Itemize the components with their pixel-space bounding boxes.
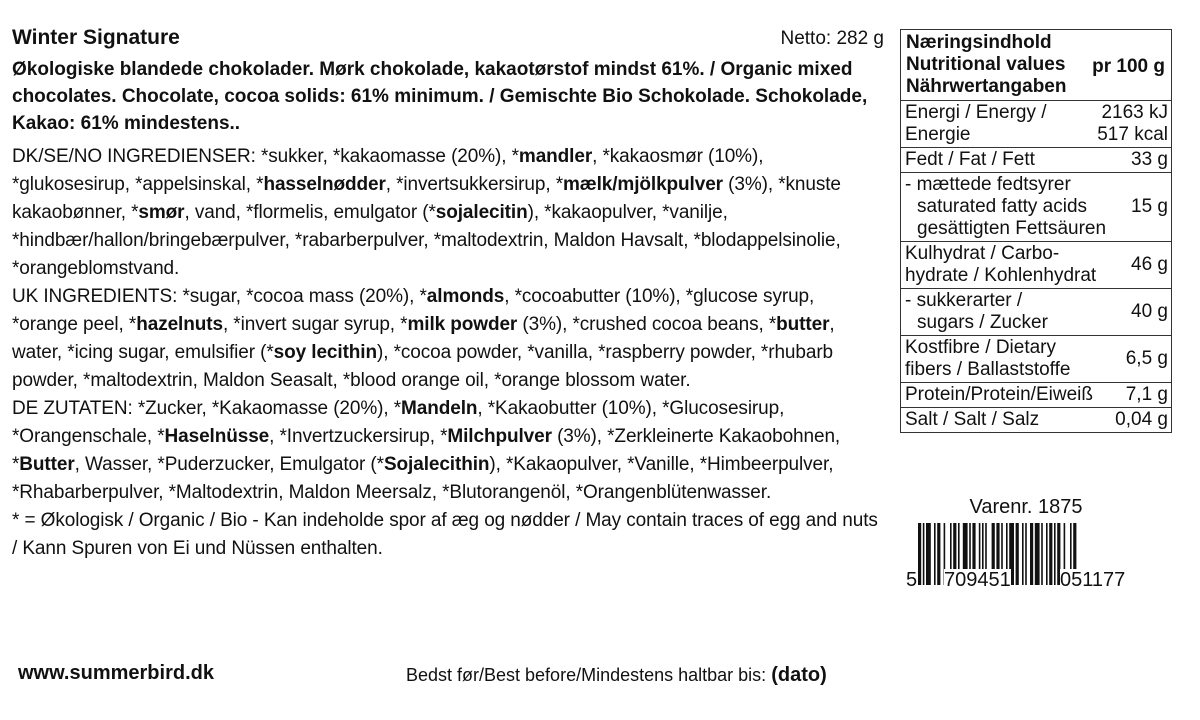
barcode-bar: [1030, 523, 1033, 585]
nutrition-row: [901, 289, 1171, 336]
nutrient-value: 6,5 g: [1125, 348, 1168, 369]
allergen-text: smør: [138, 202, 185, 223]
ingredients-block: [12, 143, 884, 563]
nutrient-name: Fedt / Fat / Fett: [905, 149, 1035, 170]
nutrient-name: Protein/Protein/Eiweiß: [905, 384, 1093, 405]
ingredient-text: , *cocoabutter (10%), *glucose syrup, *orange peel, *: [12, 286, 815, 335]
nutrition-row: [901, 336, 1171, 383]
allergen-text: Sojalecithin: [383, 454, 490, 475]
nutrient-name: Kostfibre / Dietary fibers / Ballaststoffe: [905, 337, 1071, 380]
barcode-bar: [926, 523, 931, 585]
nutrient-value: 15 g: [1131, 196, 1168, 217]
nutrient-value: 33 g: [1131, 149, 1168, 170]
allergen-text: Milchpulver: [447, 426, 552, 447]
allergen-text: Mandeln: [401, 398, 478, 419]
barcode-bar: [923, 523, 925, 585]
barcode-bar: [1016, 523, 1019, 585]
barcode-area: [900, 496, 1172, 591]
barcode-bar: [1054, 523, 1056, 585]
allergen-text: mælk/mjölkpulver: [563, 174, 723, 195]
ingredient-text: (3%), *crushed cocoa beans, *: [517, 314, 777, 335]
nutrition-row: [901, 408, 1171, 432]
nutrient-name: Salt / Salt / Salz: [905, 409, 1040, 430]
barcode-bar: [937, 523, 940, 585]
ingredient-text: ), *kakaopulver, *vanilje, *hindbær/hallon/bringebærpulver, *rabarberpulver, *maltodextrin, Maldon Havsalt, *blodappelsinolie, *orangeblomstvand.: [12, 202, 841, 279]
ingredient-text: UK INGREDIENTS: *sugar, *cocoa mass (20%), *: [12, 286, 427, 307]
nutrition-header: [901, 30, 1171, 101]
nutrition-heading-dk: Næringsindhold: [906, 32, 1052, 53]
allergen-text: almonds: [426, 286, 505, 307]
ingredient-text: (3%), *Zerkleinerte Kakaobohnen, *: [12, 426, 841, 475]
barcode-bar: [918, 523, 921, 585]
barcode-left-digits: 709451: [944, 569, 1011, 591]
ingredient-text: , *invertsukkersirup, *: [385, 174, 563, 195]
ingredient-text: , *Invertzuckersirup, *: [269, 426, 448, 447]
best-before-label: Bedst før/Best before/Mindestens haltbar bis:: [406, 665, 772, 685]
nutrition-rows: [901, 101, 1171, 432]
barcode-bar: [1046, 523, 1048, 585]
allergen-text: soy lecithin: [273, 342, 377, 363]
barcode-bar: [1035, 523, 1040, 585]
nutrient-name: - mættede fedtsyrer saturated fatty acids gesättigten Fettsäuren: [905, 174, 1107, 239]
product-title: Winter Signature: [12, 26, 180, 49]
allergen-note: * = Økologisk / Organic / Bio - Kan indeholde spor af æg og nødder / May contain traces of egg and nuts / Kann Spuren von Ei und Nüssen enthalten.: [12, 510, 878, 559]
product-label: [12, 24, 884, 563]
ingredient-text: ), *Kakaopulver, *Vanille, *Himbeerpulver, *Rhabarberpulver, *Maltodextrin, Maldon Meersalz, *Blutorangenöl, *Orangenblütenwasser.: [12, 454, 834, 503]
best-before-value: (dato): [771, 664, 827, 686]
product-description: Økologiske blandede chokolader. Mørk chokolade, kakaotørstof mindst 61%. / Organic mixed chocolates. Chocolate, cocoa solids: 61% minimum. / Gemischte Bio Schokolade. Schokolade, Kakao: 61% mindestens..: [12, 59, 868, 134]
nutrient-name: - sukkerarter / sugars / Zucker: [905, 290, 1048, 333]
net-weight: Netto: 282 g: [780, 28, 884, 49]
barcode-bar: [1049, 523, 1052, 585]
ingredients-de: [12, 395, 884, 507]
nutrient-name: Kulhydrat / Carbo- hydrate / Kohlenhydrat: [905, 243, 1097, 286]
barcode-first-digit: 5: [906, 569, 918, 591]
nutrition-row: [901, 242, 1171, 289]
allergen-text: hazelnuts: [136, 314, 223, 335]
barcode-bar: [1041, 523, 1043, 585]
ingredient-text: DE ZUTATEN: *Zucker, *Kakaomasse (20%), *: [12, 398, 402, 419]
nutrition-row: [901, 101, 1171, 148]
ingredient-text: DK/SE/NO INGREDIENSER: *sukker, *kakaomasse (20%), *: [12, 146, 519, 167]
nutrition-heading-en: Nutritional values: [906, 54, 1066, 75]
nutrient-value: 46 g: [1131, 254, 1168, 275]
ingredient-text: , water, *icing sugar, emulsifier (*: [12, 314, 835, 363]
nutrition-row: [901, 383, 1171, 408]
ingredient-text: (3%), *knuste kakaobønner, *: [12, 174, 841, 223]
barcode: [900, 523, 1172, 591]
allergen-text: mandler: [518, 146, 593, 167]
nutrition-row: [901, 148, 1171, 173]
nutrient-name: Energi / Energy / Energie: [905, 102, 1047, 145]
website-link[interactable]: www.summerbird.dk: [18, 662, 214, 684]
barcode-bar: [1025, 523, 1027, 585]
ingredients-dk: [12, 143, 884, 283]
barcode-right-digits: 051177: [1060, 569, 1126, 591]
allergen-text: milk powder: [407, 314, 518, 335]
allergen-text: Butter: [19, 454, 75, 475]
item-number: Varenr. 1875: [969, 496, 1083, 518]
nutrition-table: [900, 29, 1172, 433]
per-100g: pr 100 g: [1092, 56, 1165, 77]
best-before: [406, 664, 827, 687]
ingredient-text: , *invert sugar syrup, *: [222, 314, 408, 335]
ingredient-text: ), *cocoa powder, *vanilla, *raspberry powder, *rhubarb powder, *maltodextrin, Maldon Seasalt, *blood orange oil, *orange blossom water.: [12, 342, 834, 391]
ingredients-uk: [12, 283, 884, 395]
title-row: [12, 24, 884, 54]
allergen-text: sojalecitin: [435, 202, 528, 223]
allergen-text: Haselnüsse: [164, 426, 270, 447]
nutrition-heading-de: Nährwertangaben: [906, 76, 1067, 97]
barcode-bar: [1022, 523, 1024, 585]
allergen-text: hasselnødder: [263, 174, 386, 195]
nutrient-value: 7,1 g: [1125, 384, 1168, 405]
nutrient-value: 2163 kJ 517 kcal: [1097, 102, 1168, 145]
ingredient-text: , *kakaosmør (10%), *glukosesirup, *appelsinskal, *: [12, 146, 764, 195]
barcode-bar: [934, 523, 936, 585]
allergen-text: butter: [776, 314, 830, 335]
nutrient-value: 0,04 g: [1115, 409, 1168, 430]
nutrient-value: 40 g: [1131, 301, 1168, 322]
ingredient-text: , *Kakaobutter (10%), *Glucosesirup, *Orangenschale, *: [12, 398, 785, 447]
ingredient-text: , vand, *flormelis, emulgator (*: [184, 202, 436, 223]
ingredient-text: , Wasser, *Puderzucker, Emulgator (*: [74, 454, 384, 475]
nutrition-row: [901, 173, 1171, 242]
